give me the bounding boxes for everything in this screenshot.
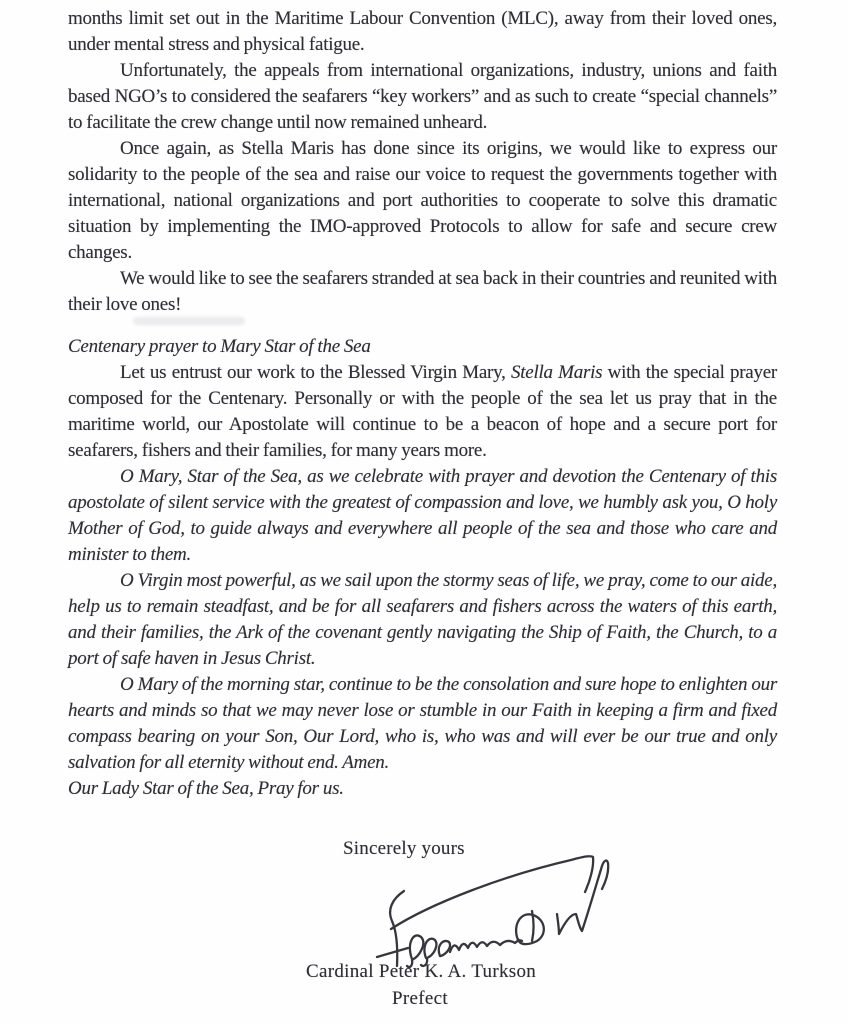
paragraph-appeals — [68, 58, 777, 136]
text-segment: O Mary, Star of the Sea, as we celebrate with prayer and devotion the Centenary of this apostolate of silent service with the greatest of compassion and love, we humbly ask you, O holy Mother of God, to guide always and everywhere all people of the sea and those who care and minister to them. — [68, 466, 777, 565]
text-segment: Centenary prayer to Mary Star of the Sea — [68, 336, 371, 357]
text-segment: Stella Maris — [510, 362, 603, 383]
signatory-name: Cardinal Peter K. A. Turkson — [306, 961, 537, 982]
text-segment: with the special prayer composed for the Centenary. Personally or with the people of the sea let us pray that in the maritime world, our Apostolate will continue to be a beacon of hope and a secure port for seafarers, fishers and their families, for many years more. — [68, 362, 777, 461]
paragraph-solidarity — [68, 136, 777, 266]
text-segment: months limit set out in the Maritime Labour Convention (MLC), away from their loved ones, under mental stress and physical fatigue. — [68, 8, 777, 55]
prayer-heading — [68, 334, 777, 360]
scan-artifact-smudge — [133, 317, 245, 325]
text-segment: O Virgin most powerful, as we sail upon the stormy seas of life, we pray, come to our aide, help us to remain steadfast, and be for all seafarers and fishers across the waters of this earth, and their families, the Ark of the covenant gently navigating the Ship of Faith, the Church, to a port of safe haven in Jesus Christ. — [68, 570, 777, 669]
prayer-paragraph-3 — [68, 672, 777, 776]
text-segment: Let us entrust our work to the Blessed Virgin Mary, — [120, 362, 511, 383]
closing-salutation: Sincerely yours — [343, 838, 465, 859]
handwritten-signature-icon — [366, 853, 626, 971]
paragraph-continuation — [68, 6, 777, 58]
text-segment: Our Lady Star of the Sea, Pray for us. — [68, 778, 344, 799]
signatory-title: Prefect — [392, 988, 448, 1009]
paragraph-reunited — [68, 266, 777, 318]
text-segment: Unfortunately, the appeals from international organizations, industry, unions and faith based NGO’s to considered the seafarers “key workers” and as such to create “special channels” to facilitate the crew change until now remained unheard. — [68, 60, 777, 133]
paragraph-entrust — [68, 360, 777, 464]
text-segment: We would like to see the seafarers stranded at sea back in their countries and reunited with their love ones! — [68, 268, 777, 315]
prayer-invocation — [68, 776, 777, 802]
text-segment: O Mary of the morning star, continue to be the consolation and sure hope to enlighten our hearts and minds so that we may never lose or stumble in our Faith in keeping a firm and fixed compass bearing on your Son, Our Lord, who is, who was and will ever be our true and only salvation for all eternity without end. Amen. — [68, 674, 777, 773]
prayer-paragraph-2 — [68, 568, 777, 672]
prayer-paragraph-1 — [68, 464, 777, 568]
text-segment: Once again, as Stella Maris has done since its origins, we would like to express our solidarity to the people of the sea and raise our voice to request the governments together with international, national organizations and port authorities to cooperate to solve this dramatic situation by implementing the IMO-approved Protocols to allow for safe and secure crew changes. — [68, 138, 777, 263]
